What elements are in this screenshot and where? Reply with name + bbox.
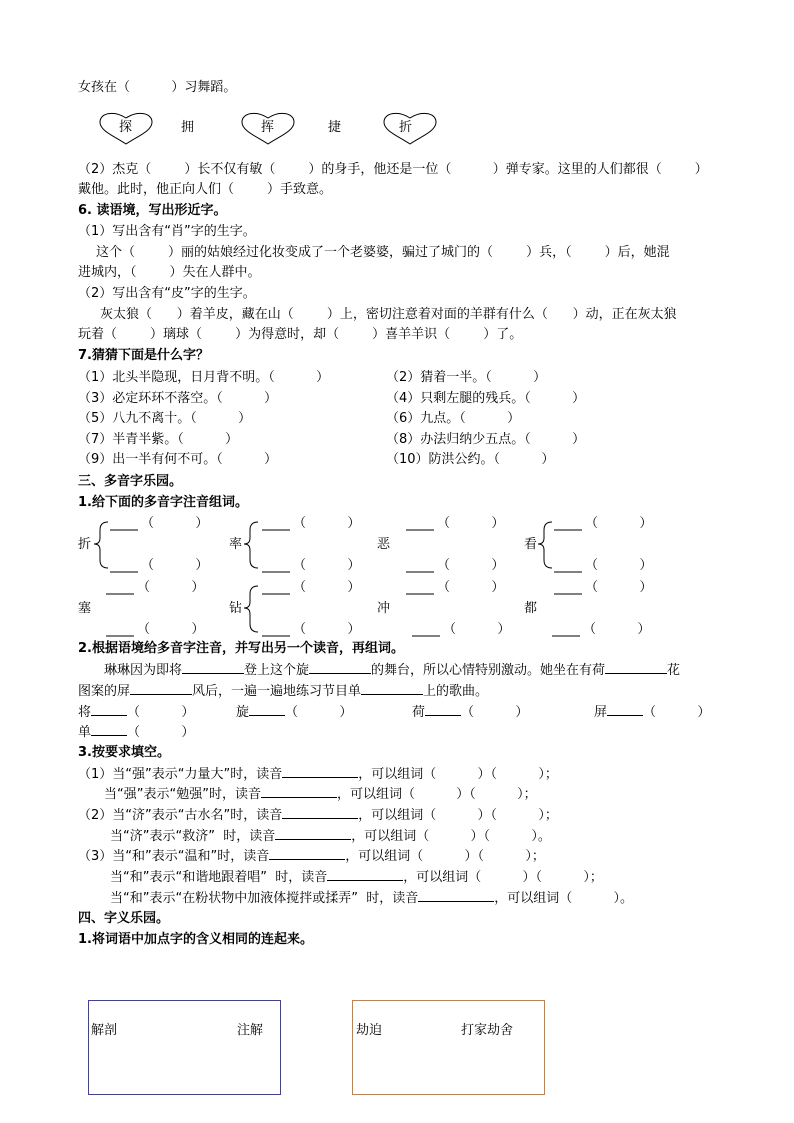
riddle: （3）必定环环不落空。（ ） [78,391,278,406]
riddle: （4）只剩左腿的残兵。（ ） [386,391,586,406]
answer-paren: （ ） [293,516,361,531]
heart-char: 挥 [261,120,275,135]
q3-line: （1）当“强”表示“力量大”时，读音 ，可以组词（ ）（ ）； [78,767,558,782]
answer-paren: （ ） [443,622,511,637]
q3-line: 当“济”表示“救济” 时，读音 ，可以组词（ ）（ ）。 [110,829,551,844]
riddle: （1）北头半隐现，日月背不明。（ ） [78,370,330,385]
brace-icon [244,586,258,632]
word-item: 注解 [237,1023,264,1038]
poly-char: 钻 [229,601,243,616]
answer-paren: （ ） [583,622,651,637]
riddle: （7）半青半紫。（ ） [78,432,239,447]
q3-line: 当“和”表示“和谐地跟着唱” 时，读音 ，可以组词（ ）（ ）； [110,870,603,885]
line-1: 女孩在（ ）习舞蹈。 [78,80,237,95]
s6-q1: （1）写出含有“肖”字的生字。 [78,224,256,239]
section-7-title: 7.猜猜下面是什么字？ [78,348,209,363]
riddle: （8）办法归纳少五点。（ ） [386,432,586,447]
answer-paren: （ ） [585,558,653,573]
answer-paren: （ ） [141,516,209,531]
q3-line: 当“和”表示“在粉状物中加液体搅拌或揉弄” 时，读音 ，可以组词（ ）。 [110,891,634,906]
word-item: 解剖 [91,1023,118,1038]
s6-q1-line-a: 这个（ ）丽的姑娘经过化妆变成了一个老婆婆，骗过了城门的（ ）兵，（ ）后，她混 [96,245,670,260]
poly-char: 率 [229,537,243,552]
fill-item: 屏 （ ） [594,705,711,720]
s6-q2-line-a: 灰太狼（ ）着羊皮，藏在山（ ）上，密切注意着对面的羊群有什么（ ）动，正在灰太狼 [100,307,677,322]
answer-paren: （ ） [141,558,209,573]
fill-item: 旋 （ ） [236,705,353,720]
section-3-title: 三、多音字乐园。 [78,474,183,489]
word-item: 劫迫 [356,1023,383,1038]
answer-paren: （ ） [137,622,205,637]
section-6-title: 6. 读语境，写出形近字。 [78,203,227,218]
poly-char: 恶 [377,537,391,552]
word-char: 拥 [181,120,195,135]
poly-char: 冲 [377,601,391,616]
s3-q2-passage-line-2: 图案的屏 风后，一遍一遍地练习节目单 上的歌曲。 [78,684,489,699]
match-box-left [88,1000,281,1095]
s6-q1-line-b: 进城内，（ ）失在人群中。 [78,265,261,280]
answer-paren: （ ） [437,558,505,573]
poly-char: 折 [78,537,92,552]
match-box-right [352,1000,545,1095]
heart-char: 折 [399,120,413,135]
riddle: （2）猜着一半。（ ） [386,370,547,385]
answer-paren: （ ） [293,580,361,595]
word-item: 打家劫舍 [461,1023,514,1038]
q3-line: （2）当“济”表示“古水名”时，读音 ，可以组词（ ）（ ）； [78,808,558,823]
answer-paren: （ ） [293,558,361,573]
answer-paren: （ ） [137,580,205,595]
s3-q1-title: 1.给下面的多音字注音组词。 [78,495,248,510]
s3-q2-passage-line-1: 琳琳因为即将 登上这个旋 的舞台，所以心情特别激动。她坐在有荷 花 [104,663,681,678]
section-4-title: 四、字义乐园。 [78,911,170,926]
brace-icon [538,522,552,568]
q2-line-a: （2）杰克（ ）长不仅有敏（ ）的身手，他还是一位（ ）弹专家。这里的人们都很（ ） [78,162,708,177]
riddle: （9）出一半有何不可。（ ） [78,452,278,467]
poly-char: 都 [524,601,538,616]
s3-q2-title: 2.根据语境给多音字注音，并写出另一个读音，再组词。 [78,641,404,656]
heart-char: 探 [119,120,133,135]
answer-paren: （ ） [585,516,653,531]
q3-line: （3）当“和”表示“温和”时，读音 ，可以组词（ ）（ ）； [78,849,545,864]
answer-paren: （ ） [585,580,653,595]
word-char: 捷 [328,120,342,135]
answer-paren: （ ） [437,580,505,595]
riddle: （6）九点。（ ） [386,411,521,426]
poly-char: 塞 [78,601,92,616]
brace-icon [94,522,108,568]
q2-line-b: 戴他。此时，他正向人们（ ）手致意。 [78,182,333,197]
q3-line: 当“强”表示“勉强”时，读音 ，可以组词（ ）（ ）； [104,787,537,802]
poly-char: 看 [524,537,538,552]
riddle: （10）防洪公约。（ ） [386,452,555,467]
fill-item: 将 （ ） [78,705,195,720]
fill-item: 单 （ ） [78,725,195,740]
s4-q1-title: 1.将词语中加点字的含义相同的连起来。 [78,932,313,947]
s6-q2-line-b: 玩着（ ）璃球（ ）为得意时，却（ ）喜羊羊识（ ）了。 [78,327,523,342]
answer-paren: （ ） [437,516,505,531]
answer-paren: （ ） [293,622,361,637]
riddle: （5）八九不离十。（ ） [78,411,252,426]
brace-icon [244,522,258,568]
s6-q2: （2）写出含有“皮”字的生字。 [78,286,256,301]
fill-item: 荷 （ ） [412,705,529,720]
s3-q3-title: 3.按要求填空。 [78,745,170,760]
